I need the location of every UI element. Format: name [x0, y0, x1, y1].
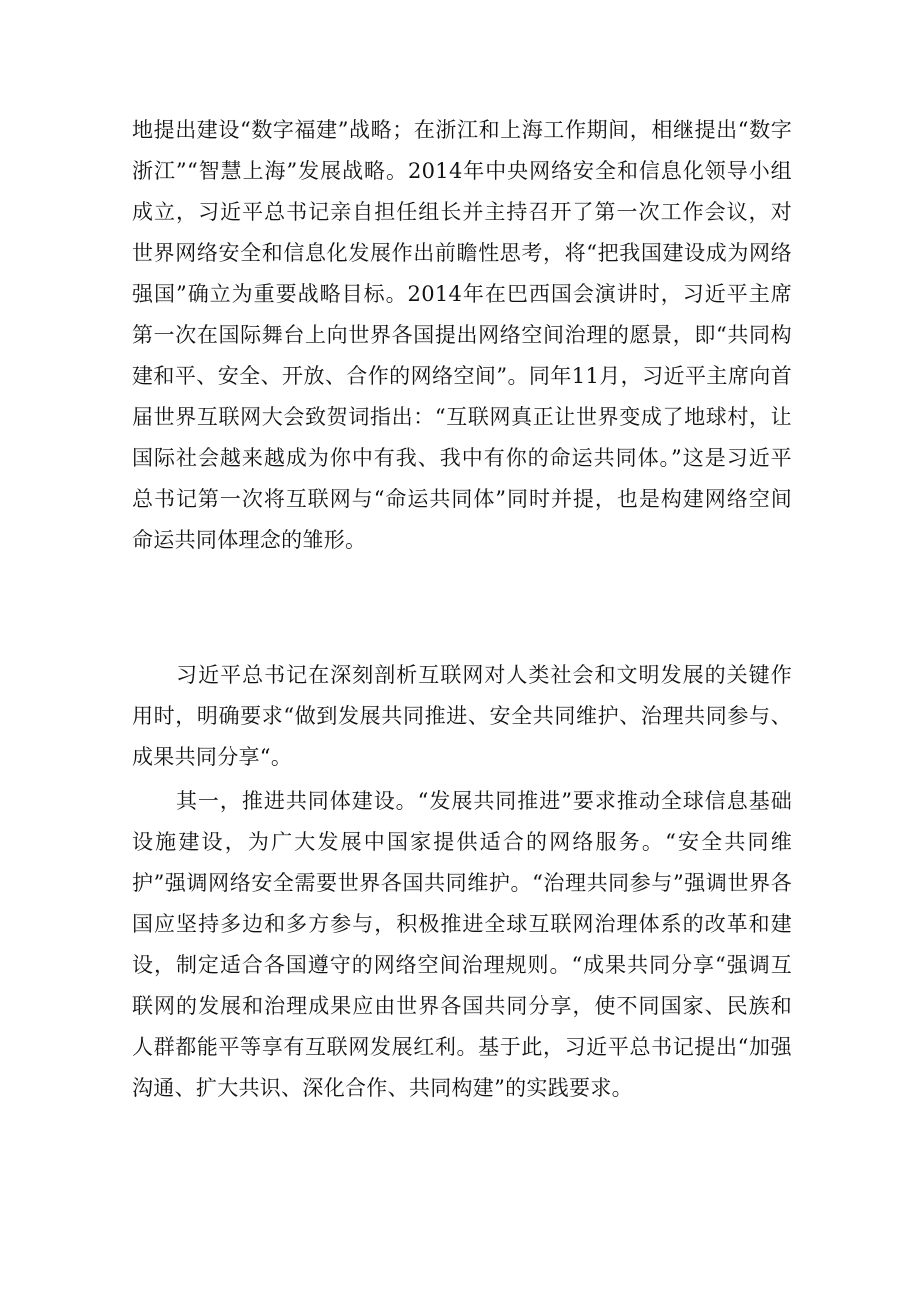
body-paragraph: 习近平总书记在深刻剖析互联网对人类社会和文明发展的关键作用时，明确要求“做到发展共同推进、安全共同维护、治理共同参与、成果共同分享“。	[132, 663, 792, 769]
body-paragraph: 其一，推进共同体建设。“发展共同推进”要求推动全球信息基础设施建设，为广大发展中国家提供适合的网络服务。“安全共同维护”强调网络安全需要世界各国共同维护。“治理共同参与”强调世界各国应坚持多边和多方参与，积极推进全球互联网治理体系的改革和建设，制定适合各国遵守的网络空间治理规则。“成果共同分享“强调互联网的发展和治理成果应由世界各国共同分享，使不同国家、民族和人群都能平等享有互联网发展红利。基于此，习近平总书记提出“加强沟通、扩大共识、深化合作、共同构建”的实践要求。	[132, 789, 792, 1100]
body-paragraph: 地提出建设“数字福建”战略；在浙江和上海工作期间，相继提出“数字浙江”“智慧上海”发展战略。2014年中央网络安全和信息化领导小组成立，习近平总书记亲自担任组长并主持召开了第一次工作会议，对世界网络安全和信息化发展作出前瞻性思考，将“把我国建设成为网络强国”确立为重要战略目标。2014年在巴西国会演讲时，习近平主席第一次在国际舞台上向世界各国提出网络空间治理的愿景，即“共同构建和平、安全、开放、合作的网络空间”。同年11月，习近平主席向首届世界互联网大会致贺词指出：“互联网真正让世界变成了地球村，让国际社会越来越成为你中有我、我中有你的命运共同体。”这是习近平总书记第一次将互联网与“命运共同体”同时并提，也是构建网络空间命运共同体理念的雏形。	[132, 118, 792, 552]
